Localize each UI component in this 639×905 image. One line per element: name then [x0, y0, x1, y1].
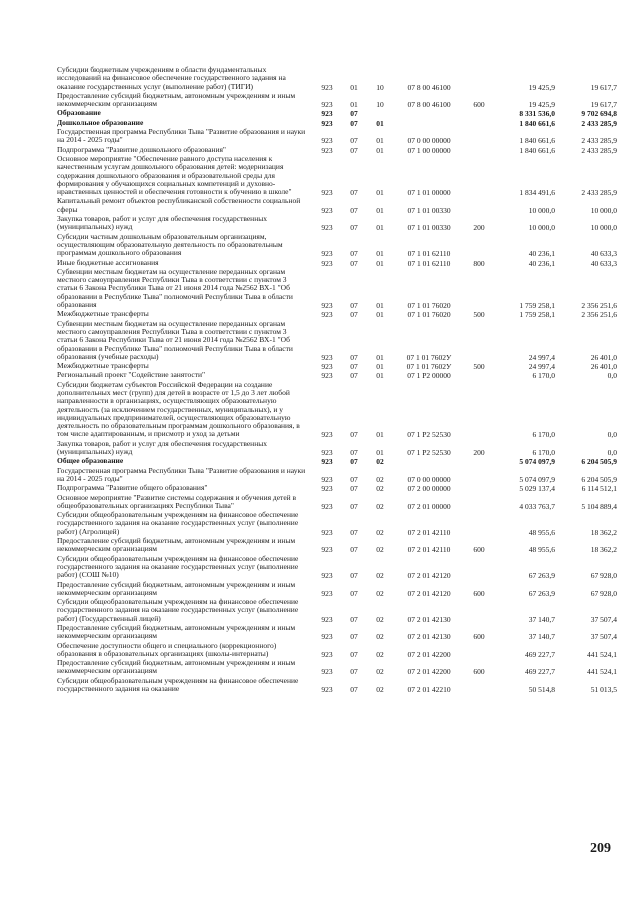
- expense-type-code: 500: [473, 362, 485, 372]
- row-name: Субсидии общеобразовательным учреждениям на финансовое обеспечение государственного задания на оказание государственных услуг (выполнение работ) (Агролицей): [57, 510, 299, 536]
- target-article-code: [393, 457, 465, 466]
- section-code: 07: [350, 249, 358, 259]
- sum-year-2: 26 401,0: [590, 352, 617, 362]
- row-name: Предоставление субсидий бюджетным, автономным учреждениям и иным некоммерческим организациям: [57, 579, 296, 597]
- table-row: [57, 128, 617, 146]
- row-name: Закупка товаров, работ и услуг для обеспечения государственных (муниципальных) нужд: [57, 214, 268, 232]
- target-article-code: 07 1 01 7602У: [406, 352, 452, 362]
- sum-year-2: 6 204 505,9: [581, 457, 617, 467]
- expense-type-code: [465, 511, 493, 537]
- ministry-code: 923: [321, 474, 333, 484]
- subsection-code: 02: [376, 667, 384, 677]
- section-code: 07: [350, 484, 358, 494]
- table-row: [57, 537, 617, 555]
- sum-year-1: 37 140,7: [528, 614, 555, 624]
- expense-type-code: 600: [473, 100, 485, 110]
- target-article-code: 07 1 Р2 52530: [407, 448, 451, 458]
- section-code: 07: [350, 588, 358, 598]
- sum-year-2: 10 000,0: [590, 223, 617, 233]
- subsection-code: 02: [376, 457, 384, 467]
- section-code: 07: [350, 501, 358, 511]
- sum-year-1: 10 000,0: [528, 205, 555, 215]
- target-article-code: 07 1 01 76020: [407, 310, 451, 320]
- section-code: 07: [350, 301, 358, 311]
- expense-type-code: [465, 320, 493, 362]
- ministry-code: 923: [321, 258, 333, 268]
- table-row: [57, 511, 617, 537]
- target-article-code: 07 2 01 42210: [407, 685, 451, 695]
- ministry-code: 923: [321, 527, 333, 537]
- section-code: 07: [350, 474, 358, 484]
- subsection-code: 02: [376, 685, 384, 695]
- sum-year-2: 2 433 285,9: [581, 188, 617, 198]
- subsection-code: 10: [376, 100, 384, 110]
- subsection-code: 01: [376, 448, 384, 458]
- expense-type-code: [465, 642, 493, 660]
- expense-type-code: [465, 598, 493, 624]
- ministry-code: 923: [321, 188, 333, 198]
- subsection-code: 02: [376, 527, 384, 537]
- sum-year-2: 6 114 512,1: [581, 484, 617, 494]
- row-name: Капитальный ремонт объектов республиканской собственности социальной сферы: [57, 196, 301, 214]
- ministry-code: 923: [321, 118, 333, 128]
- ministry-code: 923: [321, 649, 333, 659]
- subsection-code: 01: [376, 310, 384, 320]
- expense-type-code: 200: [473, 448, 485, 458]
- budget-table-body: [57, 66, 617, 694]
- sum-year-1: 48 955,6: [528, 545, 555, 555]
- target-article-code: 07 8 00 46100: [407, 100, 451, 110]
- sum-year-1: 48 955,6: [528, 527, 555, 537]
- ministry-code: 923: [321, 588, 333, 598]
- row-name: Общее образование: [57, 456, 124, 466]
- sum-year-1: 50 514,8: [528, 685, 555, 695]
- subsection-code: 01: [376, 371, 384, 381]
- expense-type-code: 600: [473, 588, 485, 598]
- section-code: 07: [350, 145, 358, 155]
- sum-year-2: 0,0: [607, 371, 617, 381]
- ministry-code: 923: [321, 352, 333, 362]
- expense-type-code: [465, 467, 493, 485]
- sum-year-2: 40 633,3: [590, 249, 617, 259]
- section-code: 07: [350, 188, 358, 198]
- subsection-code: 02: [376, 545, 384, 555]
- section-code: 07: [350, 310, 358, 320]
- ministry-code: 923: [321, 301, 333, 311]
- ministry-code: 923: [321, 448, 333, 458]
- ministry-code: 923: [321, 223, 333, 233]
- sum-year-1: 1 840 661,6: [519, 118, 555, 128]
- row-name: Субвенции местным бюджетам на осуществление переданных органам местного самоуправления Республики Тыва в соответствии с пунктом 3 статьи 6 Закона Республики Тыва от 21 июня 2014 года №2562 ВХ-1 "Об образовании в Республике Тыва" полномочий Республики Тыва в области образования: [57, 266, 293, 310]
- sum-year-1: 4 033 763,7: [519, 501, 555, 511]
- table-row: [57, 659, 617, 677]
- sum-year-2: 67 928,0: [590, 588, 617, 598]
- sum-year-1: 24 997,4: [528, 362, 555, 372]
- sum-year-1: 5 029 137,4: [519, 484, 555, 494]
- expense-type-code: [465, 371, 493, 380]
- target-article-code: 07 2 01 42120: [407, 571, 451, 581]
- expense-type-code: [465, 381, 493, 440]
- section-code: 07: [350, 258, 358, 268]
- expense-type-code: [465, 677, 493, 695]
- expense-type-code: 200: [473, 223, 485, 233]
- table-row: [57, 233, 617, 259]
- sum-year-2: 37 507,4: [590, 632, 617, 642]
- ministry-code: 923: [321, 667, 333, 677]
- row-name: Субвенции местным бюджетам на осуществление переданных органам местного самоуправления Республики Тыва в соответствии с пунктом 3 статьи 6 Закона Республики Тыва от 21 июня 2014 года №2562 ВХ-1 "Об образовании в Республике Тыва" полномочий Республики Тыва в области образования (учебные расходы): [57, 318, 293, 361]
- target-article-code: 07 1 01 00000: [407, 188, 451, 198]
- expense-type-code: [465, 457, 493, 466]
- target-article-code: 07 0 00 00000: [407, 474, 451, 484]
- row-name: Предоставление субсидий бюджетным, автономным учреждениям и иным некоммерческим организациям: [57, 536, 296, 554]
- subsection-code: 02: [376, 649, 384, 659]
- table-row: [57, 215, 617, 233]
- row-name: Предоставление субсидий бюджетным, автономным учреждениям и иным некоммерческим организациям: [57, 90, 296, 109]
- subsection-code: 01: [376, 430, 384, 440]
- sum-year-1: 5 074 097,9: [519, 474, 555, 484]
- row-name: Субсидии общеобразовательным учреждениям на финансовое обеспечение государственного задания на оказание государственных услуг (выполнение работ) (СОШ №10): [57, 553, 299, 580]
- row-name: Подпрограмма "Развитие общего образования": [57, 483, 208, 493]
- target-article-code: 07 2 00 00000: [407, 484, 451, 494]
- sum-year-2: 0,0: [607, 448, 617, 458]
- section-code: 01: [350, 82, 358, 92]
- subsection-code: 01: [376, 136, 384, 146]
- row-name: Субсидии бюджетам субъектов Российской Федерации на создание дополнительных мест (групп) для детей в возрасте от 1,5 до 3 лет любой направленности в организациях, осуществляющих образовательную деятельность (за исключением государственных, муниципальных), и у индивидуальных предпринимателей, осуществляющих образовательную деятельность по образовательным программам дошкольного образования, в том числе адаптированным, и присмотр и уход за детьми: [57, 379, 300, 439]
- row-name: Обеспечение доступности общего и специального (коррекционного) образования в образовательных организациях (школы-интернаты): [57, 640, 277, 658]
- target-article-code: 07 1 01 62110: [407, 258, 451, 268]
- sum-year-1: 1 759 258,1: [519, 310, 555, 320]
- ministry-code: 923: [321, 685, 333, 695]
- target-article-code: 07 1 01 00330: [407, 223, 451, 233]
- table-row: [57, 320, 617, 362]
- expense-type-code: [465, 268, 493, 310]
- expense-type-code: [465, 484, 493, 493]
- sum-year-2: 0,0: [607, 430, 617, 440]
- ministry-code: 923: [321, 571, 333, 581]
- target-article-code: 07 8 00 46100: [407, 82, 451, 92]
- subsection-code: 01: [376, 145, 384, 155]
- row-name: Основное мероприятие "Обеспечение равного доступа населения к качественным услугам дошкольного образования детей: модернизация содержания дошкольного образования и образовательной среды для формирования у обучающихся социальных компетенций и духовно-нравственных ценностей и обеспечения готовности к обучению в школе": [57, 153, 292, 197]
- expense-type-code: [465, 109, 493, 118]
- row-name: Региональный проект "Содействие занятости": [57, 370, 206, 380]
- subsection-code: 01: [376, 352, 384, 362]
- sum-year-2: 19 617,7: [590, 100, 617, 110]
- row-name: Государственная программа Республики Тыва "Развитие образования и науки на 2014 - 2025 годы": [57, 127, 306, 145]
- table-row: [57, 197, 617, 215]
- subsection-code: 01: [376, 223, 384, 233]
- row-name: Предоставление субсидий бюджетным, автономным учреждениям и иным некоммерческим организациям: [57, 658, 296, 676]
- target-article-code: 07 1 00 00000: [407, 145, 451, 155]
- expense-type-code: [465, 197, 493, 215]
- subsection-code: 01: [376, 249, 384, 259]
- sum-year-2: 19 617,7: [590, 82, 617, 92]
- target-article-code: 07 1 01 62110: [407, 249, 451, 259]
- row-name: Субсидии частным дошкольным образовательным организациям, осуществляющим образовательную деятельность по образовательным программам дошкольного образования: [57, 231, 283, 258]
- target-article-code: 07 2 01 42200: [407, 649, 451, 659]
- ministry-code: 923: [321, 632, 333, 642]
- target-article-code: 07 1 Р2 52530: [407, 430, 451, 440]
- sum-year-2: 40 633,3: [590, 258, 617, 268]
- sum-year-2: 18 362,2: [590, 527, 617, 537]
- sum-year-2: 26 401,0: [590, 362, 617, 372]
- section-code: 07: [350, 457, 358, 467]
- budget-table: [57, 66, 617, 694]
- page-number: 209: [590, 840, 611, 856]
- section-code: 07: [350, 109, 358, 119]
- target-article-code: 07 2 01 00000: [407, 501, 451, 511]
- target-article-code: [393, 109, 465, 118]
- subsection-code: 02: [376, 614, 384, 624]
- target-article-code: 07 1 01 7602У: [406, 362, 452, 372]
- section-code: 07: [350, 371, 358, 381]
- row-name: Межбюджетные трансферты: [57, 309, 149, 319]
- sum-year-1: 6 170,0: [532, 430, 555, 440]
- sum-year-2: 37 507,4: [590, 614, 617, 624]
- subsection-code: [367, 109, 393, 118]
- ministry-code: 923: [321, 310, 333, 320]
- sum-year-1: 1 834 491,6: [519, 188, 555, 198]
- sum-year-1: 6 170,0: [532, 448, 555, 458]
- subsection-code: 01: [376, 188, 384, 198]
- sum-year-2: 6 204 505,9: [581, 474, 617, 484]
- sum-year-1: 1 840 661,6: [519, 136, 555, 146]
- sum-year-1: 24 997,4: [528, 352, 555, 362]
- expense-type-code: 600: [473, 667, 485, 677]
- subsection-code: 02: [376, 474, 384, 484]
- table-row: [57, 268, 617, 310]
- target-article-code: 07 0 00 00000: [407, 136, 451, 146]
- row-name: Образование: [57, 108, 101, 118]
- table-row: [57, 624, 617, 642]
- subsection-code: 01: [376, 258, 384, 268]
- section-code: 07: [350, 667, 358, 677]
- subsection-code: 02: [376, 501, 384, 511]
- expense-type-code: 600: [473, 632, 485, 642]
- expense-type-code: [465, 119, 493, 128]
- ministry-code: 923: [321, 136, 333, 146]
- subsection-code: 01: [376, 301, 384, 311]
- row-name: Дошкольное образование: [57, 117, 144, 127]
- row-name: Подпрограмма "Развитие дошкольного образования": [57, 144, 226, 154]
- section-code: 01: [350, 100, 358, 110]
- expense-type-code: [465, 555, 493, 581]
- expense-type-code: 600: [473, 545, 485, 555]
- target-article-code: 07 2 01 42110: [407, 545, 451, 555]
- section-code: 07: [350, 352, 358, 362]
- section-code: 07: [350, 136, 358, 146]
- target-article-code: 07 2 01 42130: [407, 632, 451, 642]
- ministry-code: 923: [321, 82, 333, 92]
- section-code: 07: [350, 223, 358, 233]
- section-code: 07: [350, 614, 358, 624]
- section-code: 07: [350, 685, 358, 695]
- table-row: [57, 467, 617, 485]
- ministry-code: 923: [321, 457, 333, 467]
- section-code: 07: [350, 527, 358, 537]
- sum-year-2: 9 702 694,8: [581, 109, 617, 119]
- sum-year-1: 67 263,9: [528, 588, 555, 598]
- row-name: Основное мероприятие "Развитие системы содержания и обучения детей в общеобразовательных организациях Республики Тыва": [57, 492, 297, 510]
- table-row: [57, 381, 617, 440]
- sum-year-2: 2 433 285,9: [581, 145, 617, 155]
- sum-year-1: 1 840 661,6: [519, 145, 555, 155]
- ministry-code: 923: [321, 501, 333, 511]
- sum-year-1: 469 227,7: [525, 649, 555, 659]
- target-article-code: [393, 119, 465, 128]
- sum-year-2: 5 104 889,4: [581, 501, 617, 511]
- sum-year-2: 2 433 285,9: [581, 136, 617, 146]
- sum-year-1: 10 000,0: [528, 223, 555, 233]
- ministry-code: 923: [321, 249, 333, 259]
- ministry-code: 923: [321, 545, 333, 555]
- expense-type-code: [465, 146, 493, 155]
- table-row: [57, 155, 617, 197]
- ministry-code: 923: [321, 205, 333, 215]
- subsection-code: 02: [376, 484, 384, 494]
- table-row: [57, 598, 617, 624]
- target-article-code: 07 2 01 42200: [407, 667, 451, 677]
- expense-type-code: 500: [473, 310, 485, 320]
- sum-year-1: 469 227,7: [525, 667, 555, 677]
- row-name: Предоставление субсидий бюджетным, автономным учреждениям и иным некоммерческим организациям: [57, 623, 296, 641]
- target-article-code: 07 1 01 76020: [407, 301, 451, 311]
- target-article-code: 07 1 Р2 00000: [407, 371, 451, 381]
- section-code: 07: [350, 362, 358, 372]
- row-name: Государственная программа Республики Тыва "Развитие образования и науки на 2014 - 2025 годы": [57, 465, 306, 483]
- sum-year-2: 51 013,5: [590, 685, 617, 695]
- ministry-code: 923: [321, 614, 333, 624]
- expense-type-code: [465, 128, 493, 146]
- expense-type-code: 800: [473, 258, 485, 268]
- sum-year-2: 10 000,0: [590, 205, 617, 215]
- row-name: Субсидии бюджетным учреждениям в области фундаментальных исследований на финансовое обеспечение государственного задания на оказание государственных услуг (выполнение работ) (ТИГИ): [57, 65, 286, 91]
- expense-type-code: [465, 66, 493, 92]
- sum-year-1: 19 425,9: [528, 100, 555, 110]
- sum-year-2: 67 928,0: [590, 571, 617, 581]
- target-article-code: 07 2 01 42130: [407, 614, 451, 624]
- sum-year-1: 37 140,7: [528, 632, 555, 642]
- sum-year-2: 2 433 285,9: [581, 118, 617, 128]
- row-name: Межбюджетные трансферты: [57, 361, 149, 371]
- subsection-code: 02: [376, 632, 384, 642]
- target-article-code: 07 1 01 00330: [407, 205, 451, 215]
- ministry-code: 923: [321, 145, 333, 155]
- table-row: [57, 92, 617, 110]
- subsection-code: 02: [376, 571, 384, 581]
- section-code: 07: [350, 430, 358, 440]
- sum-year-1: 5 074 097,9: [519, 457, 555, 467]
- subsection-code: 10: [376, 82, 384, 92]
- subsection-code: 01: [376, 118, 384, 128]
- row-name: Закупка товаров, работ и услуг для обеспечения государственных (муниципальных) нужд: [57, 438, 268, 457]
- sum-year-1: 67 263,9: [528, 571, 555, 581]
- table-row: [57, 494, 617, 512]
- sum-year-1: 19 425,9: [528, 82, 555, 92]
- expense-type-code: [465, 155, 493, 197]
- sum-year-1: 8 331 536,0: [519, 109, 555, 119]
- section-code: 07: [350, 571, 358, 581]
- target-article-code: 07 2 01 42120: [407, 588, 451, 598]
- sum-year-2: 18 362,2: [590, 545, 617, 555]
- table-row: [57, 677, 617, 695]
- section-code: 07: [350, 632, 358, 642]
- subsection-code: 01: [376, 362, 384, 372]
- ministry-code: 923: [321, 100, 333, 110]
- table-row: [57, 581, 617, 599]
- subsection-code: 02: [376, 588, 384, 598]
- table-row: [57, 66, 617, 92]
- table-row: [57, 642, 617, 660]
- table-row: [57, 555, 617, 581]
- ministry-code: 923: [321, 371, 333, 381]
- sum-year-2: 441 524,1: [587, 649, 617, 659]
- sum-year-1: 6 170,0: [532, 371, 555, 381]
- sum-year-1: 40 236,1: [528, 258, 555, 268]
- target-article-code: 07 2 01 42110: [407, 527, 451, 537]
- ministry-code: 923: [321, 430, 333, 440]
- section-code: 07: [350, 205, 358, 215]
- sum-year-1: 1 759 258,1: [519, 301, 555, 311]
- ministry-code: 923: [321, 362, 333, 372]
- row-name: Субсидии общеобразовательным учреждениям на финансовое обеспечение государственного задания на оказание государственных услуг (выполнение работ) (Государственный лицей): [57, 597, 299, 623]
- sum-year-1: 40 236,1: [528, 249, 555, 259]
- row-name: Иные бюджетные ассигнования: [57, 257, 159, 267]
- expense-type-code: [465, 233, 493, 259]
- sum-year-2: 441 524,1: [587, 667, 617, 677]
- sum-year-2: 2 356 251,6: [581, 310, 617, 320]
- sum-year-2: 2 356 251,6: [581, 301, 617, 311]
- subsection-code: 01: [376, 205, 384, 215]
- section-code: 07: [350, 649, 358, 659]
- section-code: 07: [350, 118, 358, 128]
- expense-type-code: [465, 494, 493, 512]
- ministry-code: 923: [321, 484, 333, 494]
- section-code: 07: [350, 545, 358, 555]
- section-code: 07: [350, 448, 358, 458]
- row-name: Субсидии общеобразовательным учреждениям на финансовое обеспечение государственного задания на оказание: [57, 675, 299, 694]
- ministry-code: 923: [321, 109, 333, 119]
- table-row: [57, 440, 617, 458]
